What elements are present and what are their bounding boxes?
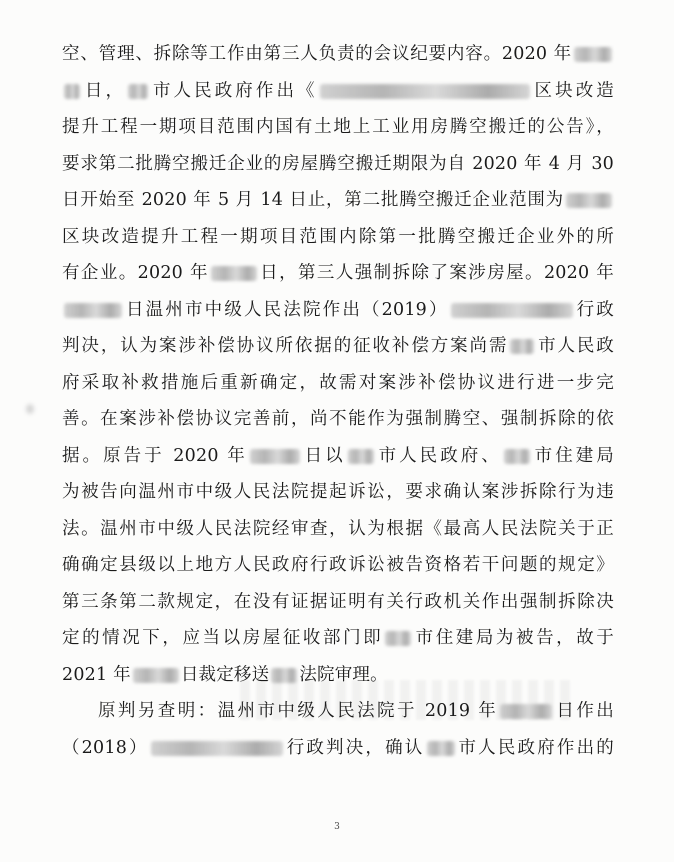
text-line — [62, 730, 614, 767]
text-span: （2018） — [62, 737, 149, 758]
text-span: 判决，认为案涉补偿协议所依据的征收补偿方案尚需 — [62, 336, 509, 356]
redaction-mark — [128, 84, 148, 99]
redaction-mark — [250, 449, 300, 464]
redaction-mark — [427, 741, 455, 756]
redaction-mark — [211, 266, 257, 281]
redaction-mark — [566, 193, 612, 208]
redaction-mark — [348, 449, 374, 464]
text-span: 原判另查明：温州市中级人民法院于 2019 年 — [98, 701, 499, 721]
text-line — [62, 620, 614, 657]
text-span: 市住建局为被告，故于 — [413, 628, 615, 648]
text-line — [62, 584, 614, 621]
text-span: 善。在案涉补偿协议完善前，尚不能作为强制腾空、强制拆除的依 — [62, 409, 614, 429]
text-span: 市人民政府作出《 — [150, 80, 318, 101]
text-span: 市人民政府作出的 — [456, 737, 614, 758]
text-line — [62, 73, 614, 110]
text-span: 法。温州市中级人民法院经审查，认为根据《最高人民法院关于正 — [62, 518, 614, 539]
redaction-mark — [500, 704, 552, 719]
redaction-mark — [320, 84, 530, 99]
text-line — [62, 657, 614, 694]
text-span: 市人民政府、 — [375, 445, 502, 466]
text-span: 提升工程一期项目范围内国有土地上工业用房腾空搬迁的公告》， — [62, 117, 614, 137]
text-span: 行政判决，确认 — [284, 737, 425, 758]
text-span: 日以 — [301, 445, 346, 466]
text-span: 日作出 — [554, 701, 614, 721]
text-span: 日温州市中级人民法院作出（2019） — [124, 299, 449, 320]
redaction-mark — [151, 741, 283, 756]
text-line — [62, 474, 614, 511]
text-span: 日开始至 2020 年 5 月 14 日止，第二批腾空搬迁企业范围为 — [62, 190, 564, 210]
text-span: 市住建局 — [531, 445, 614, 466]
text-line — [62, 109, 614, 146]
text-span: 空、管理、拆除等工作由第三人负责的会议纪要内容。2020 年 — [62, 44, 572, 64]
text-line — [62, 146, 614, 183]
text-span: 有企业。2020 年 — [62, 263, 209, 283]
text-span: 区块改造提升工程一期项目范围内除第一批腾空搬迁企业外的所 — [62, 226, 614, 247]
text-line — [62, 365, 614, 402]
redaction-mark — [510, 339, 534, 354]
text-span: 法院审理。 — [299, 664, 388, 685]
redaction-mark — [385, 631, 411, 646]
text-span: 要求第二批腾空搬迁企业的房屋腾空搬迁期限为自 2020 年 4 月 30 — [62, 153, 614, 174]
text-line — [62, 36, 614, 73]
text-line — [62, 292, 614, 329]
text-span: 市人民政 — [536, 336, 614, 356]
text-line — [62, 547, 614, 584]
text-line — [62, 328, 614, 365]
text-line — [62, 511, 614, 548]
text-span: 据。原告于 2020 年 — [62, 445, 248, 466]
text-line — [62, 438, 614, 475]
text-span: 为被告向温州市中级人民法院提起诉讼，要求确认案涉拆除行为违 — [62, 482, 614, 502]
body-text — [62, 36, 614, 766]
redaction-mark — [271, 668, 297, 683]
text-line — [62, 693, 614, 730]
text-span: 第三条第二款规定，在没有证据证明有关行政机关作出强制拆除决 — [62, 591, 614, 612]
redaction-mark — [64, 84, 80, 99]
text-span: 区块改造 — [531, 80, 614, 101]
text-span: 日， — [82, 80, 127, 101]
text-line — [62, 219, 614, 256]
redaction-mark — [64, 303, 122, 318]
text-span: 定的情况下，应当以房屋征收部门即 — [62, 628, 384, 648]
text-line — [62, 182, 614, 219]
redaction-mark — [574, 47, 612, 62]
text-line — [62, 255, 614, 292]
text-span: 日，第三人强制拆除了案涉房屋。2020 年 — [258, 263, 614, 283]
page-number: 3 — [334, 822, 340, 832]
text-line — [62, 401, 614, 438]
redaction-mark — [504, 449, 530, 464]
redaction-mark — [451, 303, 573, 318]
text-span: 日裁定移送 — [180, 664, 270, 685]
redaction-mark — [133, 668, 179, 683]
text-span: 行政 — [574, 299, 614, 320]
text-span: 确确定县级以上地方人民政府行政诉讼被告资格若干问题的规定》 — [62, 555, 614, 575]
text-span: 府采取补救措施后重新确定，故需对案涉补偿协议进行进一步完 — [62, 372, 614, 393]
text-span: 2021 年 — [62, 664, 131, 685]
scan-speck — [26, 404, 34, 414]
